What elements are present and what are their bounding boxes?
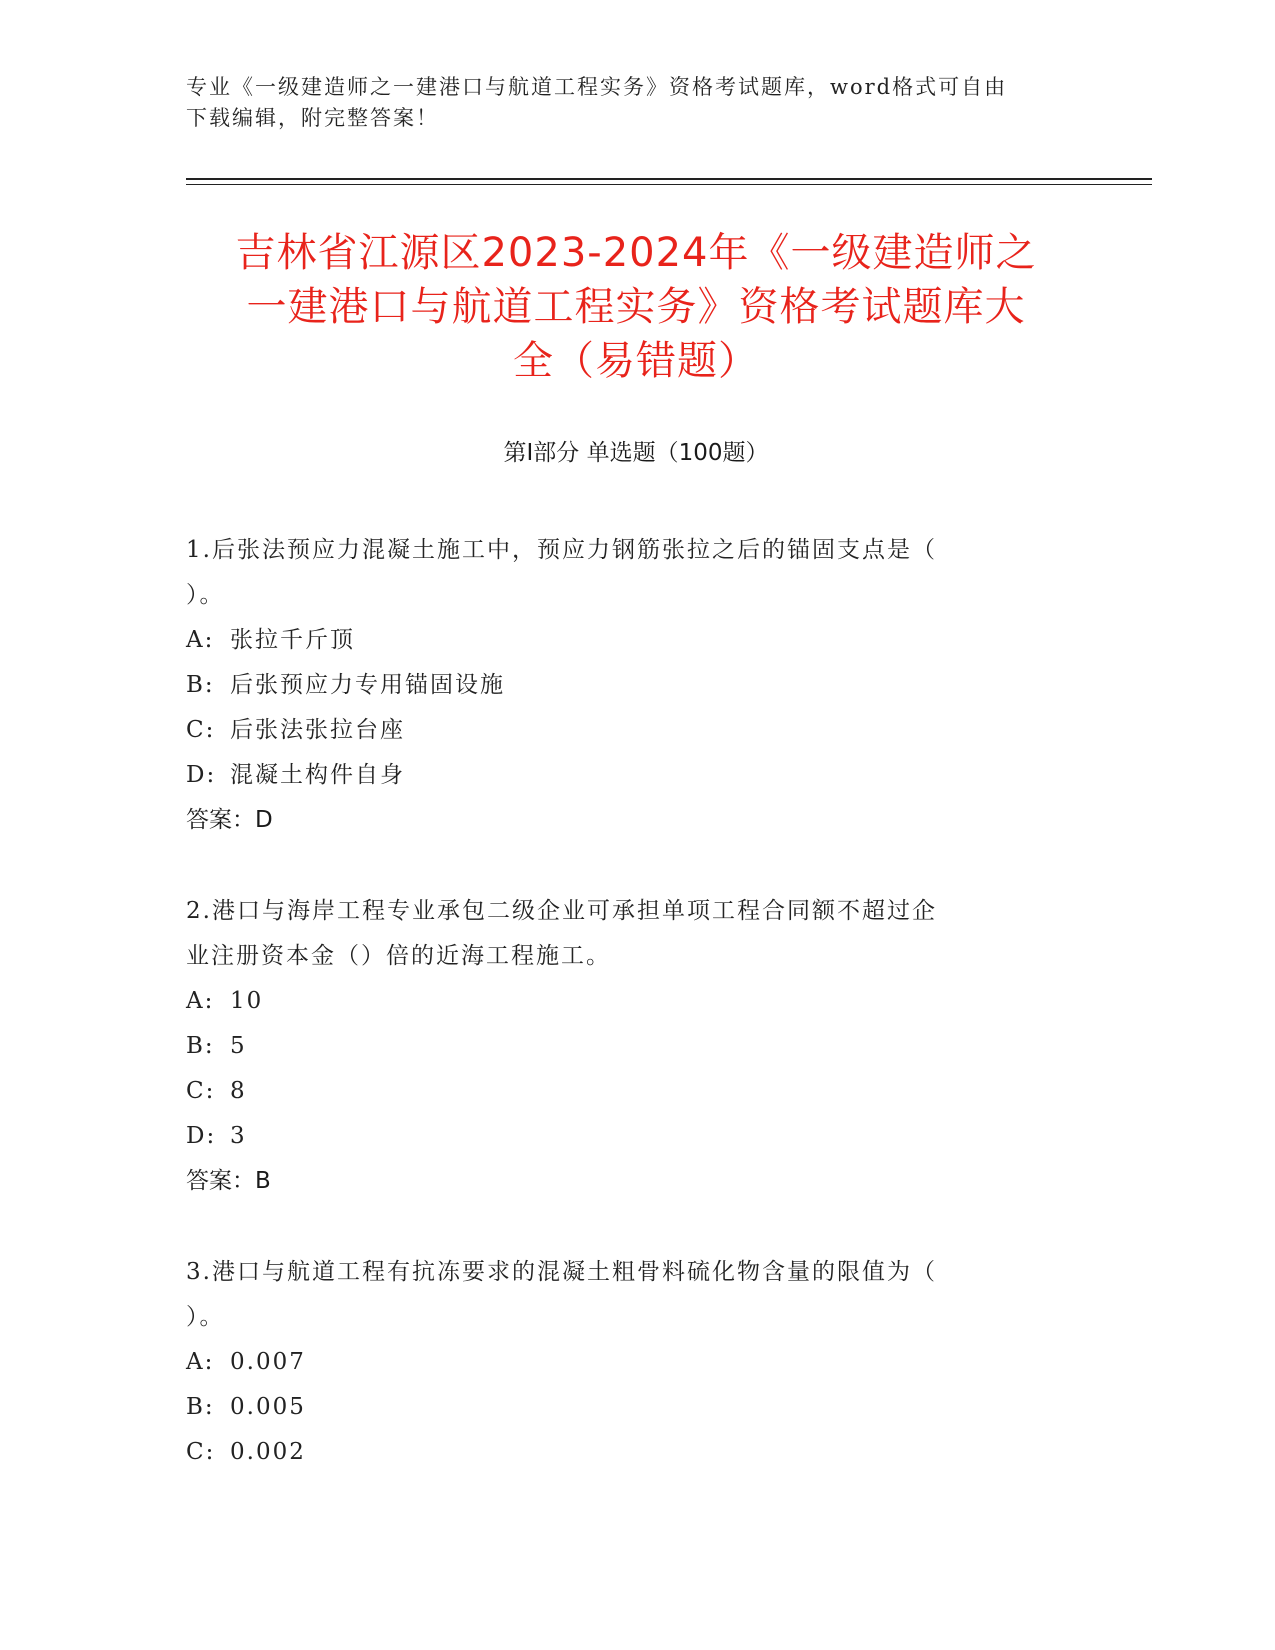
- option-c: [186, 1069, 1066, 1114]
- option-letter: B:: [186, 672, 215, 698]
- question-stem: [186, 528, 1066, 618]
- header-note-line-1: 专业《一级建造师之一建港口与航道工程实务》资格考试题库，word格式可自由: [186, 75, 1008, 99]
- section-heading: 第Ⅰ部分 单选题（100题）: [503, 440, 769, 466]
- question-2: [186, 889, 1066, 1204]
- title-line-2: 一建港口与航道工程实务》资格考试题库大: [246, 284, 1026, 330]
- stem-line-2: ）。: [186, 1304, 225, 1330]
- option-a: [186, 618, 1066, 663]
- option-letter: A:: [186, 627, 215, 653]
- stem-line-1: 2.港口与海岸工程专业承包二级企业可承担单项工程合同额不超过企: [186, 898, 937, 924]
- option-text: 5: [230, 1033, 247, 1059]
- question-list: [186, 528, 1066, 1521]
- option-letter: D:: [186, 1123, 217, 1149]
- question-1: [186, 528, 1066, 843]
- option-letter: D:: [186, 762, 217, 788]
- option-c: [186, 1430, 1066, 1475]
- option-text: 后张预应力专用锚固设施: [230, 672, 505, 698]
- answer: 答案：B: [186, 1168, 271, 1194]
- header-rule-thick: [186, 178, 1152, 180]
- option-letter: A:: [186, 988, 215, 1014]
- title-line-3: 全（易错题）: [513, 338, 759, 384]
- option-letter: C:: [186, 717, 216, 743]
- answer: 答案：D: [186, 807, 273, 833]
- header-note-line-2: 下载编辑，附完整答案！: [186, 106, 439, 130]
- option-text: 0.002: [230, 1439, 306, 1465]
- stem-line-1: 1.后张法预应力混凝土施工中，预应力钢筋张拉之后的锚固支点是（: [186, 537, 937, 563]
- stem-line-2: 业注册资本金（）倍的近海工程施工。: [186, 943, 611, 969]
- option-text: 0.007: [230, 1349, 306, 1375]
- header-rule-thin: [186, 184, 1152, 185]
- option-text: 张拉千斤顶: [230, 627, 355, 653]
- option-text: 0.005: [230, 1394, 306, 1420]
- option-text: 3: [230, 1123, 247, 1149]
- stem-line-2: ）。: [186, 582, 225, 608]
- option-letter: C:: [186, 1439, 216, 1465]
- option-letter: C:: [186, 1078, 216, 1104]
- option-letter: A:: [186, 1349, 215, 1375]
- title-line-1: 吉林省江源区2023-2024年《一级建造师之: [235, 230, 1037, 276]
- option-d: [186, 753, 1066, 798]
- question-3: [186, 1250, 1066, 1475]
- option-c: [186, 708, 1066, 753]
- option-a: [186, 979, 1066, 1024]
- question-stem: [186, 1250, 1066, 1340]
- option-b: [186, 1385, 1066, 1430]
- question-stem: [186, 889, 1066, 979]
- option-b: [186, 1024, 1066, 1069]
- option-d: [186, 1114, 1066, 1159]
- option-text: 混凝土构件自身: [230, 762, 405, 788]
- option-b: [186, 663, 1066, 708]
- option-letter: B:: [186, 1394, 215, 1420]
- option-text: 后张法张拉台座: [230, 717, 405, 743]
- document-title: [186, 226, 1086, 388]
- option-text: 10: [230, 988, 264, 1014]
- stem-line-1: 3.港口与航道工程有抗冻要求的混凝土粗骨料硫化物含量的限值为（: [186, 1259, 937, 1285]
- header-note: [186, 72, 1066, 134]
- option-a: [186, 1340, 1066, 1385]
- option-text: 8: [230, 1078, 247, 1104]
- option-letter: B:: [186, 1033, 215, 1059]
